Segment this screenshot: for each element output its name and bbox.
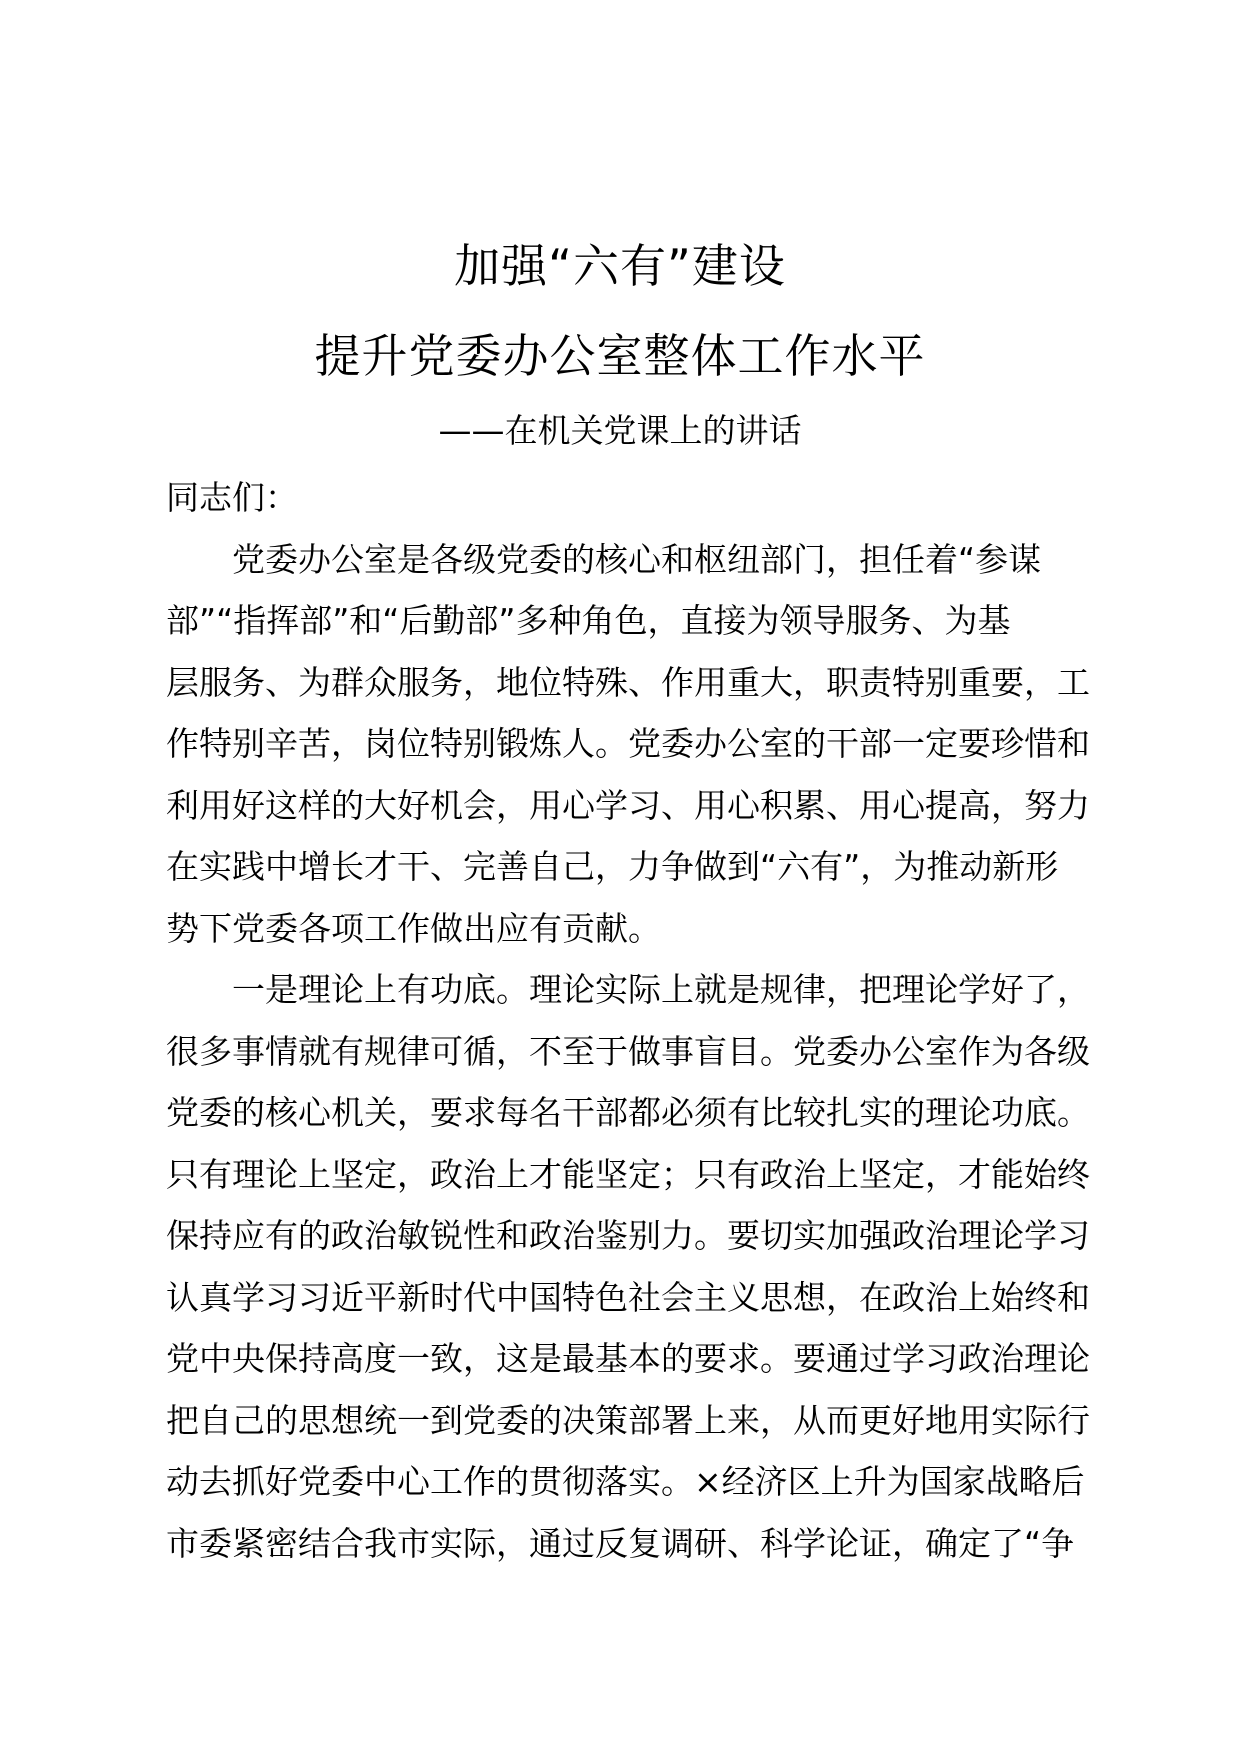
document-title-line-2: 提升党委办公室整体工作水平: [314, 329, 926, 383]
paragraph-line: 市委紧密结合我市实际，通过反复调研、科学论证，确定了“争: [166, 1523, 1075, 1563]
paragraph-line: 作特别辛苦，岗位特别锻炼人。党委办公室的干部一定要珍惜和: [166, 724, 1090, 763]
paragraph-line: 只有理论上坚定，政治上才能坚定；只有政治上坚定，才能始终: [166, 1154, 1090, 1194]
document-subtitle: ——在机关党课上的讲话: [438, 411, 802, 450]
document-body: [166, 467, 1116, 1574]
paragraph-2: [166, 959, 1116, 1574]
paragraph-line: 党委的核心机关，要求每名干部都必须有比较扎实的理论功底。: [166, 1093, 1090, 1132]
salutation: 同志们：: [166, 478, 298, 517]
paragraph-line: 很多事情就有规律可循，不至于做事盲目。党委办公室作为各级: [166, 1031, 1090, 1071]
paragraph-line: 党委办公室是各级党委的核心和枢纽部门，担任着“参谋: [232, 539, 1042, 579]
paragraph-line: 党中央保持高度一致，这是最基本的要求。要通过学习政治理论: [166, 1339, 1090, 1378]
paragraph-line: 一是理论上有功底。理论实际上就是规律，把理论学好了，: [232, 970, 1090, 1009]
paragraph-line: 把自己的思想统一到党委的决策部署上来，从而更好地用实际行: [166, 1400, 1090, 1440]
paragraph-line: 动去抓好党委中心工作的贯彻落实。×经济区上升为国家战略后: [166, 1462, 1085, 1501]
paragraph-line: 保持应有的政治敏锐性和政治鉴别力。要切实加强政治理论学习: [166, 1216, 1090, 1255]
paragraph-line: 认真学习习近平新时代中国特色社会主义思想，在政治上始终和: [166, 1277, 1090, 1317]
paragraph-1: [166, 529, 1116, 960]
paragraph-line: 势下党委各项工作做出应有贡献。: [166, 908, 661, 948]
paragraph-line: 利用好这样的大好机会，用心学习、用心积累、用心提高，努力: [166, 785, 1090, 825]
document-title-line-1: 加强“六有”建设: [454, 239, 786, 293]
paragraph-line: 在实践中增长才干、完善自己，力争做到“六有”，为推动新形: [166, 847, 1059, 886]
paragraph-line: 层服务、为群众服务，地位特殊、作用重大，职责特别重要，工: [166, 662, 1090, 702]
paragraph-line: 部”“指挥部”和“后勤部”多种角色，直接为领导服务、为基: [166, 601, 1011, 640]
